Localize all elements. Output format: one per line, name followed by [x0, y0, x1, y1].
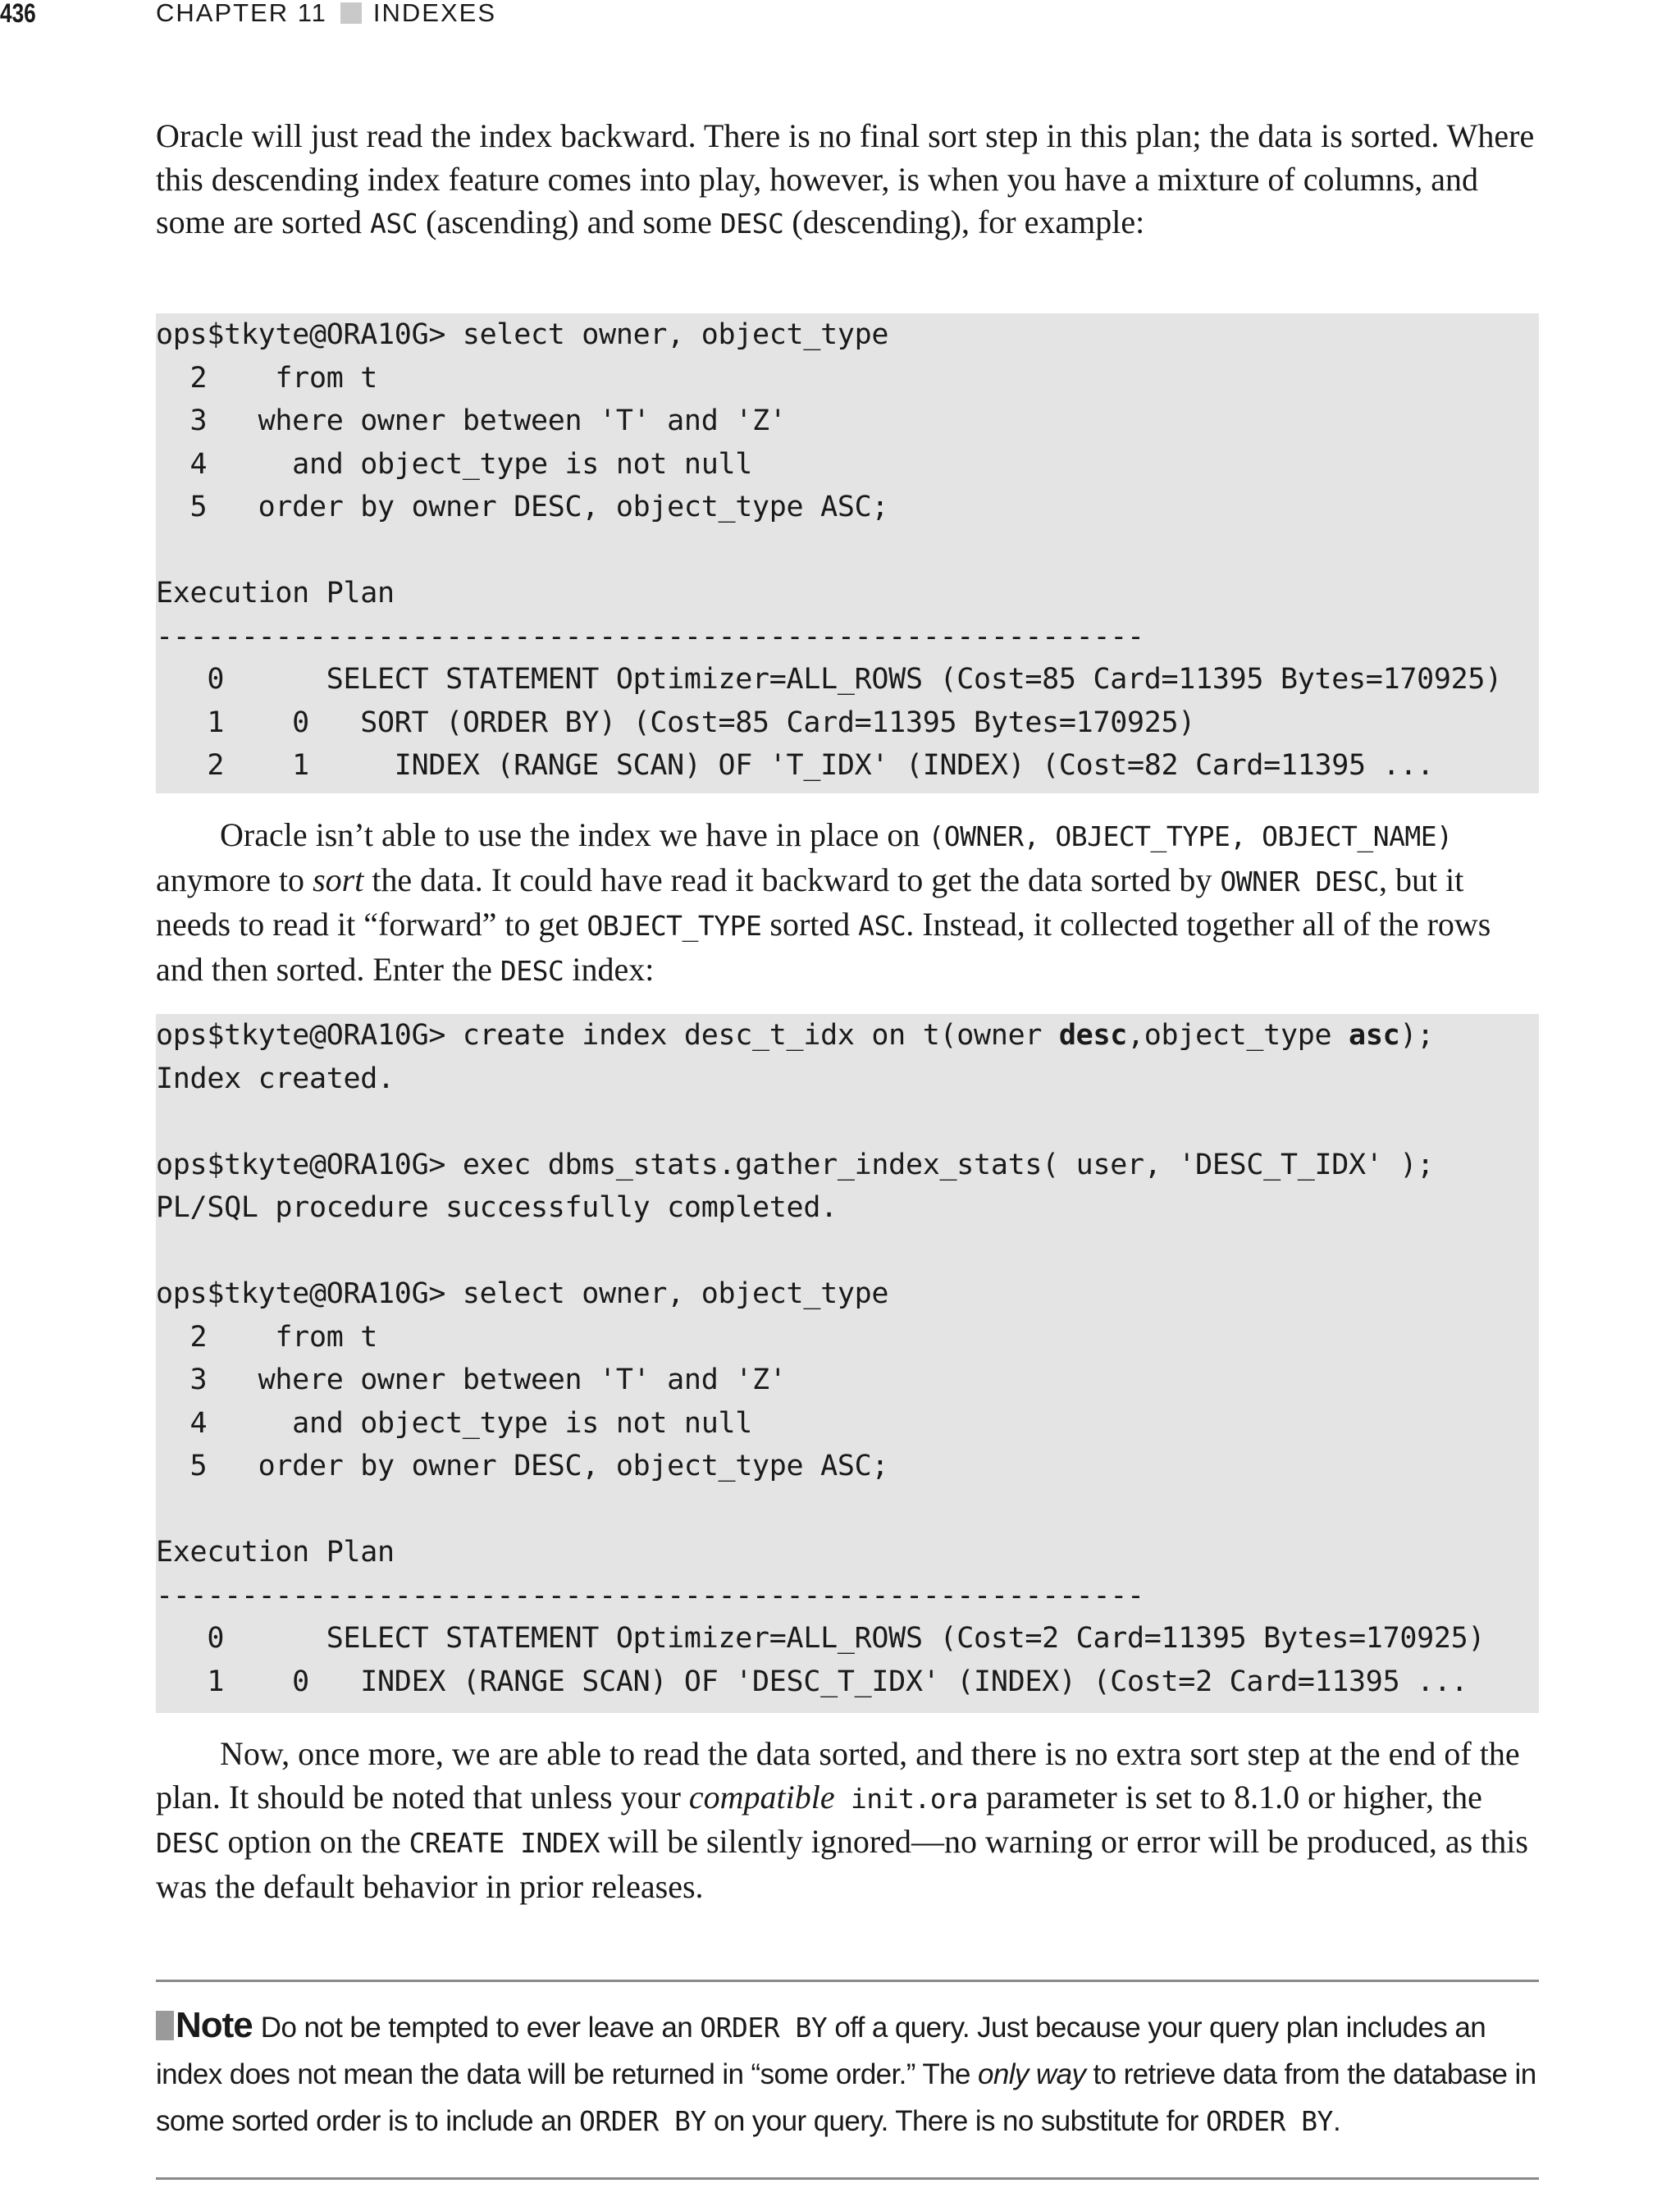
code-line: 2 from t	[156, 361, 378, 395]
note-top-rule	[156, 1980, 1539, 1982]
code-line: 1 0 SORT (ORDER BY) (Cost=85 Card=11395 Bytes=170925)	[156, 706, 1196, 739]
code-line: ops$tkyte@ORA10G> select owner, object_type	[156, 318, 889, 351]
code-block-query-1	[156, 313, 1539, 793]
text-run: Do not be tempted to ever leave an	[260, 2012, 701, 2044]
code-line: 3 where owner between 'T' and 'Z'	[156, 1363, 787, 1396]
code-line: ops$tkyte@ORA10G> select owner, object_type	[156, 1277, 889, 1310]
code-line: 4 and object_type is not null	[156, 447, 753, 481]
page-number: 436	[0, 0, 36, 28]
code-line: 5 order by owner DESC, object_type ASC;	[156, 491, 889, 523]
inline-code: (OWNER, OBJECT_TYPE, OBJECT_NAME)	[928, 820, 1453, 852]
note-bottom-rule	[156, 2177, 1539, 2180]
paragraph-2	[156, 814, 1539, 993]
text-run: the data. It could have read it backward to get the data sorted by	[363, 861, 1221, 898]
code-line: PL/SQL procedure successfully completed.	[156, 1191, 838, 1224]
text-run: on your query. There is no substitute for	[705, 2105, 1206, 2137]
text-run: Now, once more, we are able to read the data sorted, and there is no extra sort step at the end of the plan. It should be noted that unless your	[156, 1735, 1520, 1816]
code-line	[156, 1100, 1539, 1144]
text-run: off a query. Just because your query plan includes an index does not mean the data will be returned in “some order.” The	[156, 2012, 1486, 2090]
code-line: ops$tkyte@ORA10G> exec dbms_stats.gather_index_stats( user, 'DESC_T_IDX' );	[156, 1148, 1434, 1181]
inline-code: init.ora	[834, 1782, 978, 1815]
inline-code: DESC	[500, 954, 564, 987]
running-header	[0, 0, 1680, 33]
section-label: INDEXES	[372, 0, 497, 27]
code-line: 2 1 INDEX (RANGE SCAN) OF 'T_IDX' (INDEX) (Cost=82 Card=11395 ...	[156, 749, 1434, 782]
text-run: sorted	[761, 906, 859, 943]
text-run: index:	[564, 950, 655, 988]
code-line: 2 from t	[156, 1320, 378, 1354]
code-line: 0 SELECT STATEMENT Optimizer=ALL_ROWS (Cost=2 Card=11395 Bytes=170925)	[156, 1622, 1486, 1655]
inline-code: ORDER BY	[700, 2012, 828, 2044]
running-head	[156, 0, 496, 26]
text-run: .	[1332, 2105, 1341, 2137]
text-run: to retrieve data from the database in some sorted order is to include an	[156, 2058, 1536, 2137]
code-line: 4 and object_type is not null	[156, 1406, 753, 1440]
note-label: Note	[176, 2005, 253, 2045]
note-marker-icon	[156, 2011, 174, 2040]
code-block-query-2	[156, 1014, 1539, 1713]
italic-text: sort	[313, 861, 364, 898]
inline-code: ASC	[858, 910, 906, 942]
text-run: will be silently ignored—no warning or error will be produced, as this was the default behavior in prior releases.	[156, 1823, 1528, 1905]
code-line: 1 0 INDEX (RANGE SCAN) OF 'DESC_T_IDX' (INDEX) (Cost=2 Card=11395 ...	[156, 1665, 1468, 1698]
code-line	[156, 529, 1539, 573]
inline-code: DESC	[156, 1827, 220, 1859]
note-box	[156, 2002, 1542, 2144]
code-line: Index created.	[156, 1062, 395, 1095]
code-line: Execution Plan	[156, 1536, 395, 1569]
text-run: , but it needs to read it “forward” to get	[156, 861, 1464, 943]
text-run: parameter is set to 8.1.0 or higher, the	[977, 1778, 1482, 1816]
text-run: . Instead, it collected together all of the rows and then sorted. Enter the	[156, 906, 1491, 988]
code-line: Execution Plan	[156, 577, 395, 610]
text-run: (ascending) and some	[418, 203, 720, 240]
inline-code: DESC	[719, 208, 784, 240]
code-line: ----------------------------------------------------------	[156, 619, 1144, 653]
code-line: ----------------------------------------------------------	[156, 1578, 1144, 1612]
separator-square-icon	[340, 2, 362, 24]
code-line-create-index: ops$tkyte@ORA10G> create index desc_t_idx on t(owner desc,object_type asc);	[156, 1019, 1434, 1052]
code-line: 0 SELECT STATEMENT Optimizer=ALL_ROWS (Cost=85 Card=11395 Bytes=170925)	[156, 663, 1502, 696]
text-run: anymore to	[156, 861, 313, 898]
inline-code: ORDER BY	[578, 2105, 706, 2137]
text-run: Oracle isn’t able to use the index we have in place on	[220, 816, 929, 853]
italic-text: compatible	[688, 1778, 835, 1816]
inline-code: CREATE INDEX	[409, 1827, 600, 1859]
inline-code: ASC	[370, 208, 418, 240]
inline-code: OBJECT_TYPE	[587, 910, 762, 942]
code-line	[156, 1230, 1539, 1273]
code-line: 5 order by owner DESC, object_type ASC;	[156, 1450, 889, 1482]
text-run: Oracle will just read the index backward. There is no final sort step in this plan; the data is sorted. Where this descending index feature comes into play, however, is when you have a mixture of columns, and some are sorted	[156, 117, 1535, 240]
text-run: (descending), for example:	[783, 203, 1145, 240]
italic-text: only way	[977, 2058, 1086, 2090]
inline-code: OWNER DESC	[1220, 865, 1380, 898]
paragraph-3	[156, 1733, 1539, 1908]
chapter-label: CHAPTER 11	[156, 0, 327, 27]
code-line	[156, 1488, 1539, 1532]
inline-code: ORDER BY	[1205, 2105, 1333, 2137]
text-run: option on the	[219, 1823, 409, 1860]
paragraph-1	[156, 115, 1539, 246]
code-line: 3 where owner between 'T' and 'Z'	[156, 404, 787, 437]
